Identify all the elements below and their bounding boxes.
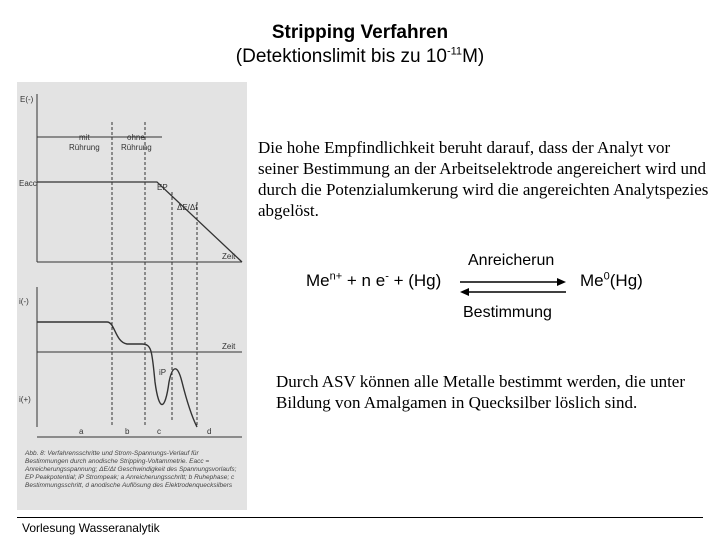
potential-curve — [37, 182, 242, 262]
label-eacc: Eacc — [19, 179, 37, 188]
label-slope: ΔE/Δt — [177, 203, 198, 212]
label-mit-2: Rührung — [69, 143, 100, 152]
label-d: d — [207, 427, 212, 436]
label-ep: EP — [157, 183, 168, 192]
label-a: a — [79, 427, 84, 436]
scanned-figure — [17, 82, 247, 510]
label-ohne-2: Rührung — [121, 143, 152, 152]
label-mit: mit — [79, 133, 90, 142]
eq-product-charge: 0 — [603, 270, 610, 283]
equation-reactants — [306, 271, 441, 291]
label-b: b — [125, 427, 130, 436]
slide-subtitle — [150, 46, 570, 68]
eq-me: Me — [306, 271, 330, 290]
equation-product — [580, 271, 643, 291]
label-zeit-2: Zeit — [222, 342, 236, 351]
label-ip: iP — [159, 368, 167, 377]
subtitle-exponent: -11 — [446, 45, 463, 58]
figure-caption: Abb. 8: Verfahrensschritte und Strom-Spannungs-Verlauf für Bestimmungen durch anodische Stripping-Voltammetrie. Eacc = Anreicherungsspannung; ΔE/Δt Geschwindigkeit des Spannungsvorlaufs; EP Peakpotential; iP Strompeak; a Anreicherungsschritt; b Ruhephase; c Bestimmungsschritt, d anodische Auflösung des Elektrodenquecksilbers — [25, 450, 237, 489]
arrow-label-top: Anreicherun — [468, 252, 555, 269]
eq-product-hg: (Hg) — [609, 271, 643, 290]
label-zeit-1: Zeit — [222, 252, 236, 261]
paragraph-enrichment: Die hohe Empfindlichkeit beruht darauf, dass der Analyt vor seiner Bestimmung an der Arbeitselektrode angereichert wird und durch die Potenzialumkerung wird die angereichten Analytspezies abgelöst. — [258, 138, 709, 220]
footer-text: Vorlesung Wasseranalytik — [22, 521, 160, 535]
label-ohne: ohne — [127, 133, 145, 142]
label-c: c — [157, 427, 161, 436]
eq-electron-charge: - — [385, 270, 389, 283]
subtitle-prefix: (Detektionslimit bis zu 10 — [235, 46, 447, 67]
arrow-label-bottom: Bestimmung — [463, 304, 552, 321]
stripping-diagram — [17, 82, 247, 510]
eq-electron: + n e — [342, 271, 386, 290]
slide-title: Stripping Verfahren — [271, 22, 449, 43]
current-curve — [37, 322, 197, 427]
subtitle-suffix: M) — [462, 46, 485, 67]
eq-me-charge: n+ — [329, 270, 343, 283]
eq-hg: + (Hg) — [388, 271, 442, 290]
footer-divider — [17, 517, 703, 518]
eq-product-me: Me — [580, 271, 604, 290]
label-i-minus: i(-) — [19, 297, 29, 306]
equilibrium-arrows — [458, 276, 568, 298]
label-i-plus: i(+) — [19, 395, 31, 404]
label-e-minus: E(-) — [20, 95, 34, 104]
paragraph-asv: Durch ASV können alle Metalle bestimmt werden, die unter Bildung von Amalgamen in Quecksilber löslich sind. — [276, 372, 686, 412]
